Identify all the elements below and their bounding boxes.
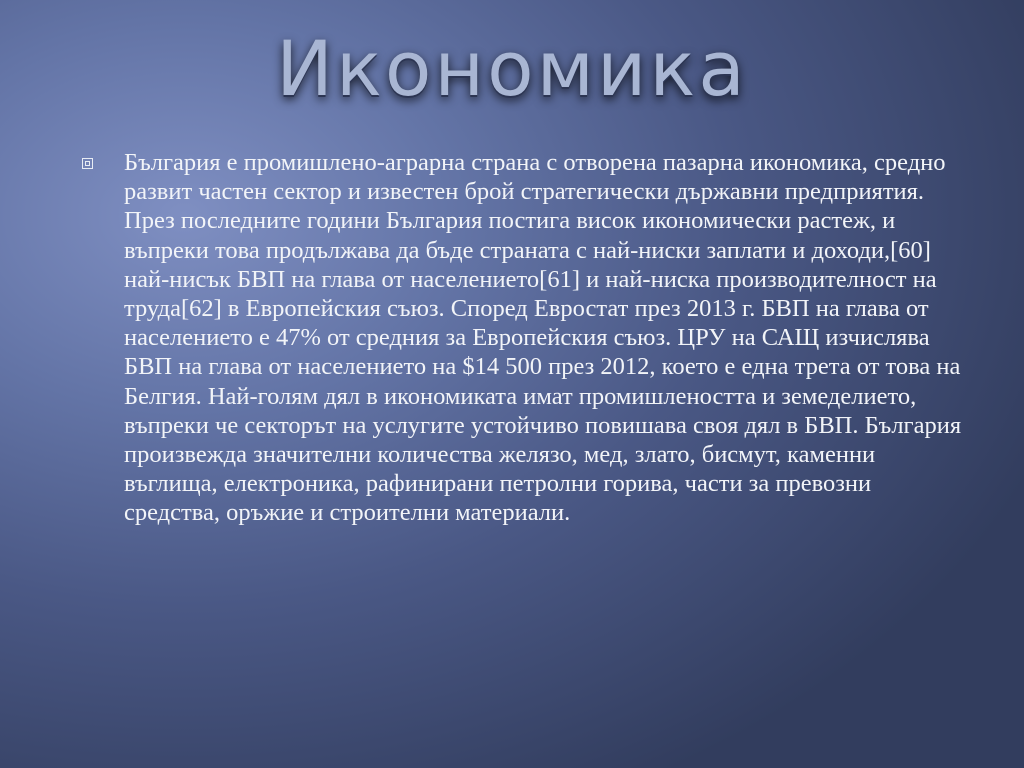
bullet-icon bbox=[82, 158, 93, 169]
slide-content bbox=[82, 148, 972, 528]
bullet-text: България е промишлено-аграрна страна с отворена пазарна икономика, средно развит частен сектор и известен брой стратегически държавни предприятия. През последните години България постига висок икономически растеж, и въпреки това продължава да бъде страната с най-ниски заплати и доходи,[60] най-нисък БВП на глава от населението[61] и най-ниска производителност на труда[62] в Европейския съюз. Според Евростат през 2013 г. БВП на глава от населението е 47% от средния за Европейския съюз. ЦРУ на САЩ изчислява БВП на глава от населението на $14 500 през 2012, което е една трета от това на Белгия. Най-голям дял в икономиката имат промишлеността и земеделието, въпреки че секторът на услугите устойчиво повишава своя дял в БВП. България произвежда значителни количества желязо, мед, злато, бисмут, каменни въглища, електроника, рафинирани петролни горива, части за превозни средства, оръжие и строителни материали. bbox=[124, 149, 962, 527]
slide-title: Икономика bbox=[276, 24, 748, 113]
